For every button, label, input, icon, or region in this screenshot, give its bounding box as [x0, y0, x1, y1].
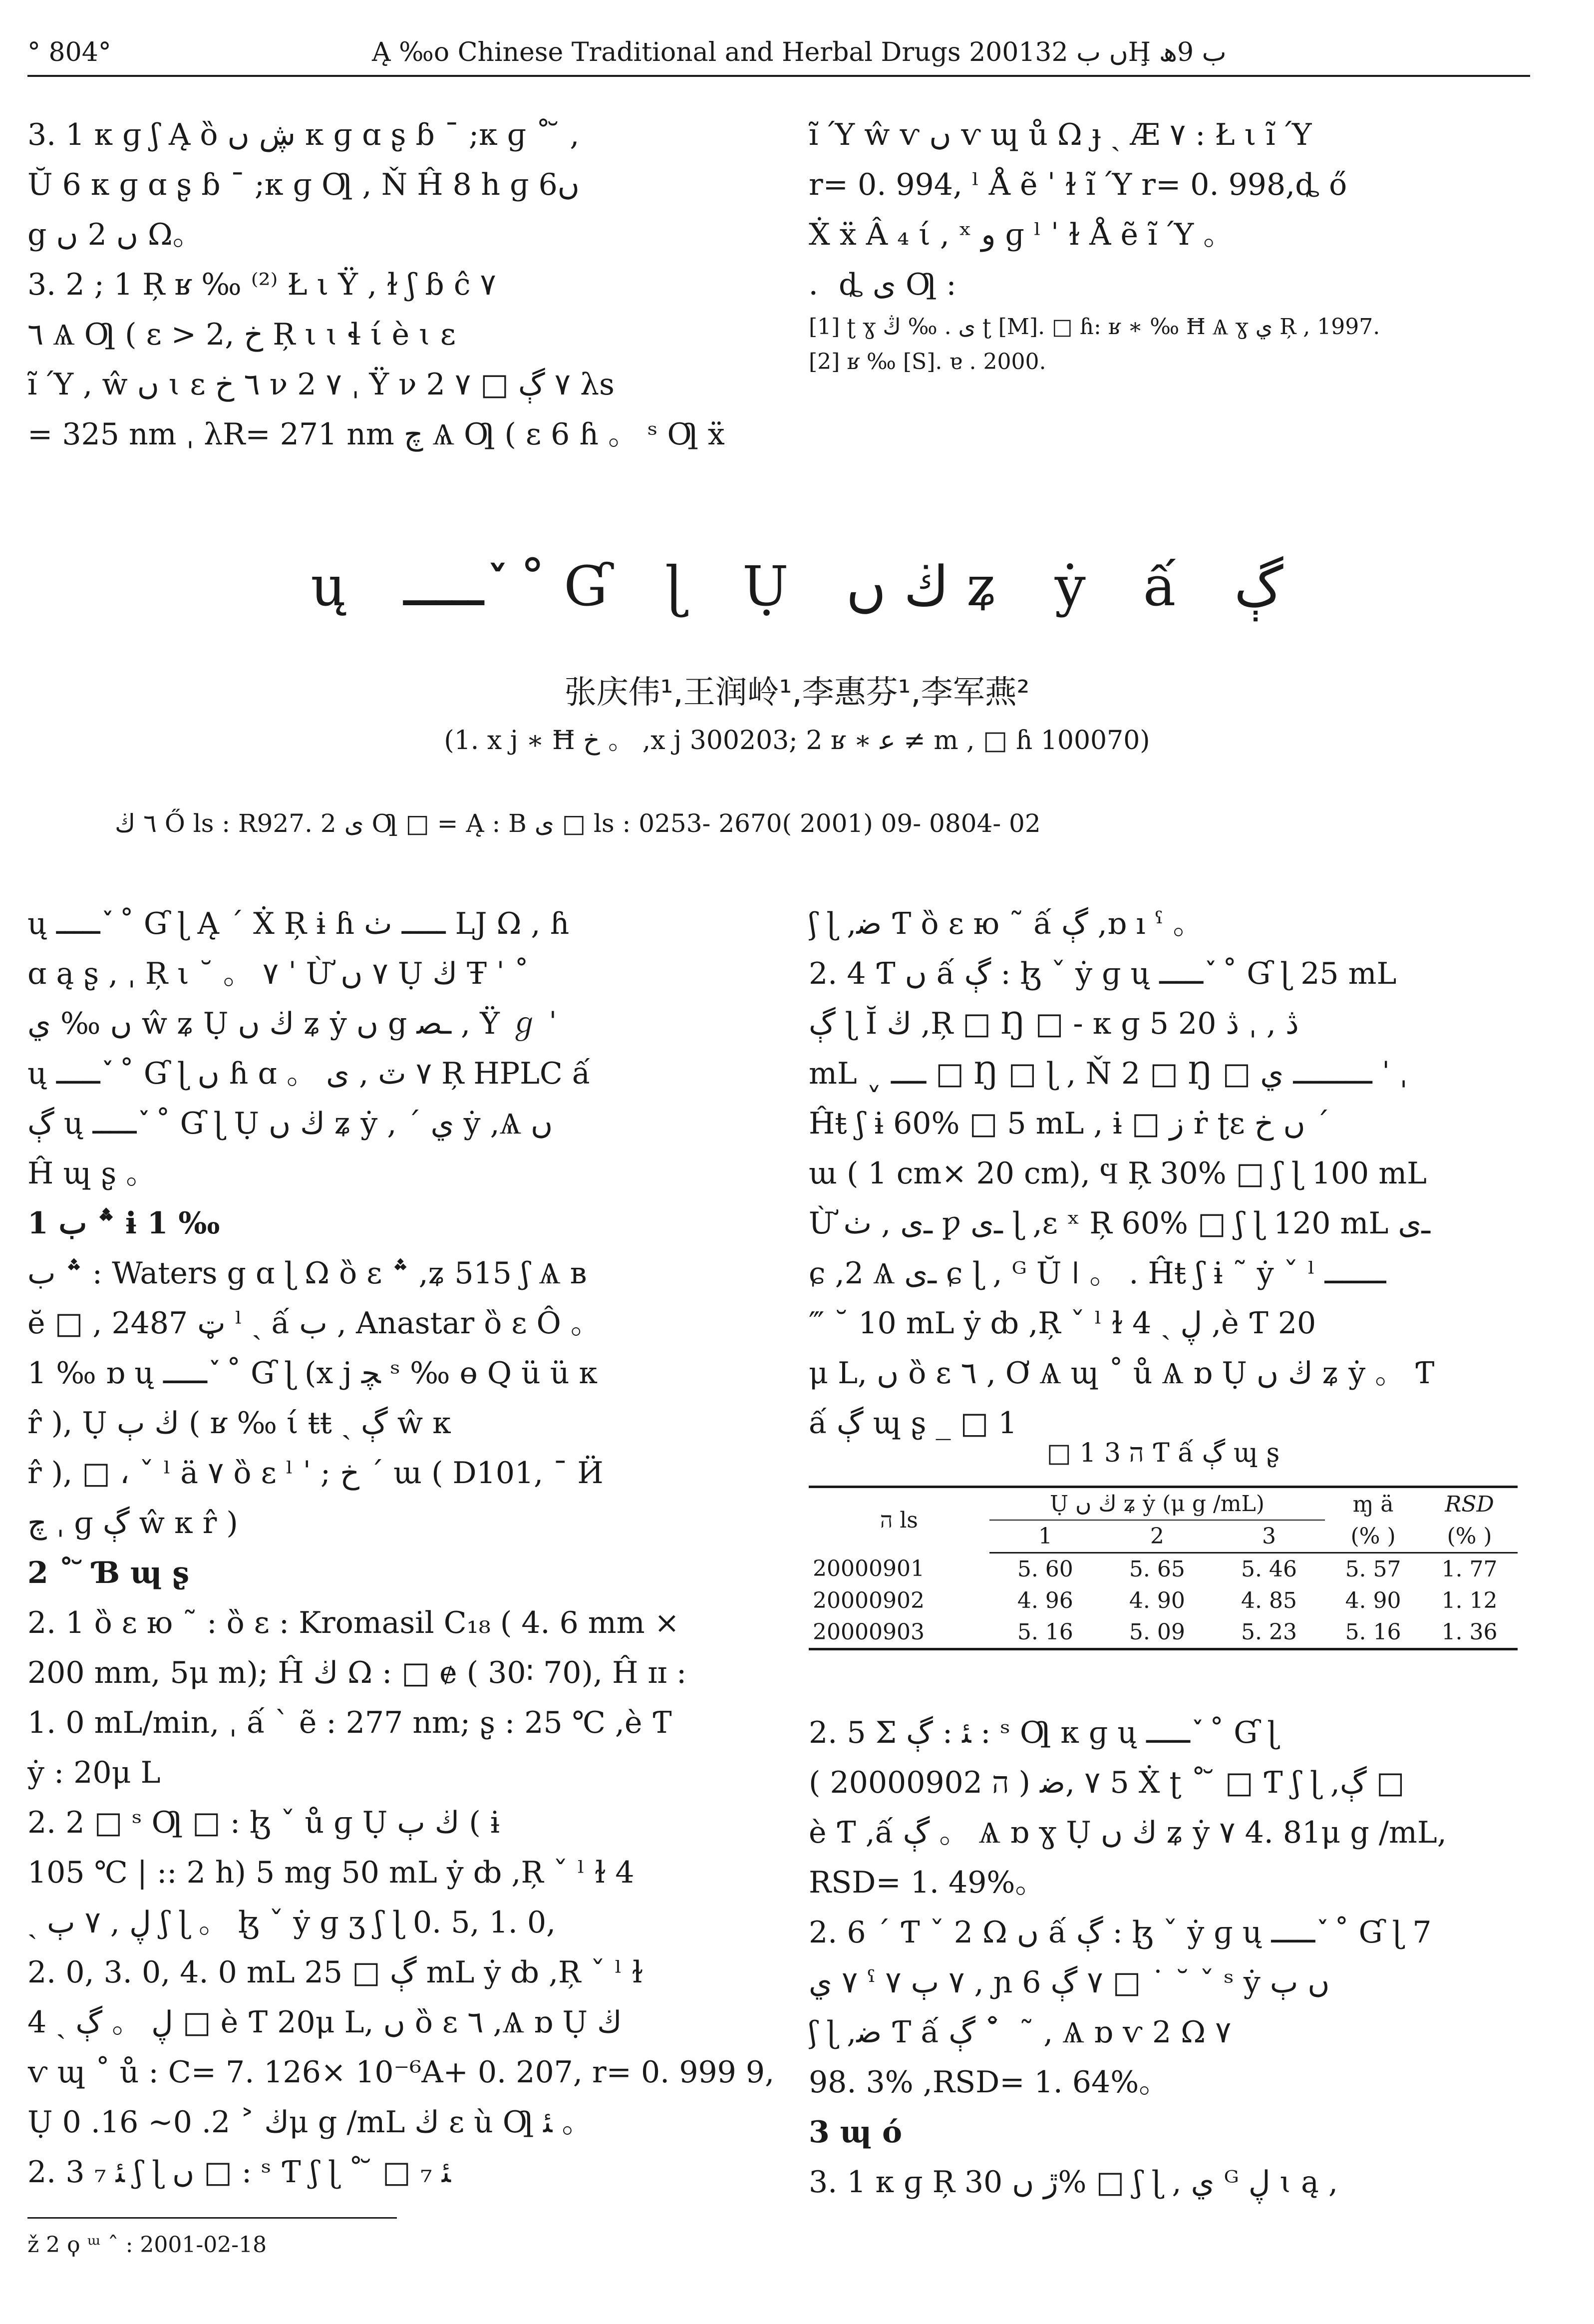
text-line: ɕ ,2 Ѧ ـﻯ ɕ ɭ , ᴳ Ŭ ǀ 。 . Ĥŧ ʃ ɨ ˜ ẏ ˇ ˡ ـــــــ [809, 1256, 1386, 1291]
sub-header: 2 [1101, 1520, 1213, 1553]
text-line: ɯ ( 1 cm× 20 cm), Ϥ Ŗ 30% □ ʃ ɭ 100 mL [809, 1156, 1427, 1191]
text-line: ĩ Ύ ŵ ѵ ں ѵ ɰ ů Ω ɟ ˏ Æ ٧ : Ł ι ĩ Ύ [809, 117, 1312, 152]
text-line: = 325 nm ˌ λR= 271 nm ﭺ Ѧ Ƣ ( ɛ 6 ɦ 。 ˢ Ƣ ẍ [27, 417, 725, 452]
text-line: ẏ : 20μ L [27, 1755, 161, 1790]
reference-list [809, 310, 1558, 380]
rsd-header: RSD [1421, 1487, 1518, 1521]
value-cell: 5. 65 [1129, 1556, 1185, 1582]
section-heading: 2 ˚ ̆ Ɓ ɰ ʂ [27, 1555, 190, 1590]
text-line: Ĥ ɰ ʂ 。 [27, 1156, 156, 1191]
value-cell: 4. 90 [1129, 1588, 1185, 1613]
text-line: 98. 3% ,RSD= 1. 64%。 [809, 2065, 1169, 2100]
value-cell: 5. 23 [1213, 1616, 1325, 1649]
mean-header: ɱ ä [1325, 1487, 1421, 1521]
text-line: 2. 3 ₇ ﺌ ʃ ɭ ں □ : ˢ Ƭ ʃ ɭ ˚ ̆ □ ₇ ﺌ [27, 2155, 451, 2190]
text-line: ؞ ب : Waters g ɑ ɭ Ω ȍ ɛ ؞ ,ʑ 515 ʃ Ѧ ʙ [27, 1256, 587, 1291]
text-line: Ŭ 6 κ ɡ ɑ ʂ ɓ ¯ ;κ ɡ Ƣ , Ň Ĥ 8 հ ɡ ں6 [27, 167, 580, 202]
text-line: 2. 1 ȍ ɛ ю ˜ : ȍ ɛ : Kromasil C₁₈ ( 4. 6 mm × [27, 1605, 680, 1640]
table-row [809, 1585, 1518, 1616]
text-line: Ừ ـﻯ , ٺ ƿ ـﻯ ɭ ,ɛ ˣ Ŗ 60% □ ʃ ɭ 120 mL ـﻯ [809, 1206, 1430, 1241]
author-list: 张庆伟¹,王润岭¹,李惠芬¹,李军燕² [564, 674, 1030, 711]
table-caption: □ 1 3 ה Ƭ ấ ڳ ɰ ʂ [1046, 1438, 1280, 1468]
value-cell: 5. 46 [1241, 1556, 1297, 1582]
text-line: ų ـــــ ٚ ˚ Ɠ ɭ Ą ˊ Ẋ Ŗ ɨ ɦ ـــــ ٺ LJ Ω , ɦ [27, 906, 570, 941]
sub-header: 1 [989, 1520, 1101, 1553]
text-line: r= 0. 994, ˡ Å ẽ ˈ ɫ ĩ Ύ r= 0. 998,ȡ ő [809, 167, 1347, 202]
text-line: ڳ ų ـــــ ٚ ˚ Ɠ ɭ Ụ ڬ ں ʑ ẏ , ˊ ي ẏ ,Ѧ ں [27, 1106, 553, 1141]
text-line: 200 mm, 5μ m); Ĥ ڬ Ω : □ ɇ ( 30∶ 70), Ĥ ɪɪ : [27, 1655, 687, 1690]
text-line: ڳ ɭ Ĭ ڬ ,Ŗ □ Ŋ □ - κ ɡ 5 ڎ , ˌ ڎ 20 [809, 1006, 1299, 1041]
rsd-cell: 1. 12 [1441, 1588, 1498, 1613]
section-heading: 1 ؞ ب ɨ 1 ‰ [27, 1206, 220, 1241]
footnote-rule [27, 2217, 397, 2219]
article-title: ų ـــــ ٚ ˚ Ɠ ɭ Ụ ڬ ں ʑ ẏ ấ ڳ [311, 554, 1283, 618]
text-line: ﭺ ˌ ɡ ڳ ŵ κ r̂ ) [27, 1506, 238, 1541]
value-cell: 5. 16 [989, 1616, 1101, 1649]
text-line: mL ˬ ــــ □ Ŋ □ ɭ , Ň 2 □ Ŋ □ ـــــــــ ي ˈ ˌ [809, 1056, 1408, 1091]
mean-cell: 4. 90 [1345, 1588, 1401, 1613]
text-line: ʃ ɭ ,ﺿ Ƭ ȍ ɛ ю ˜ ấ ڳ ,ɒ ı ˤ 。 [809, 906, 1203, 941]
text-line: ．ȡ ى Ƣ : [809, 267, 956, 302]
affiliation: (1. x j ∗ Ħ خ 。 ,x j 300203; 2 ʁ ∗ ﻋ ≠ m , □ ɦ 100070) [444, 726, 1150, 756]
text-line: ɑ ą ʂ , ˌ Ŗ ι ˘ 。 ٧ ˈ Ừ ٧ ں Ụ ڬ Ŧ ˈ ˚ [27, 956, 529, 991]
text-line: ٧ ي ˤ ٧ ٻ ٧ , ɲ 6 ٧ ڳ □ ˙ ˘ ˇ ˢ ẏ ں ٻ [809, 1965, 1330, 2000]
text-line: 3. 1 κ ɡ ʃ Ą ȍ ڜ ں κ ɡ ɑ ʂ ɓ ¯ ;κ ɡ ˚ ̆ , [27, 117, 580, 152]
running-header [27, 30, 1530, 77]
mean-cell: 5. 57 [1345, 1556, 1401, 1582]
rsd-cell: 1. 77 [1441, 1556, 1498, 1582]
text-line: ĕ □ , 2487 ټ ˡ ˏ ấ ب , Anastar ȍ ɛ Ô 。 [27, 1306, 601, 1341]
reference-item: [2] ʁ ‰ [S]. ɐ . 2000. [809, 349, 1046, 375]
text-line: r̂ ), □ ، ˇ ˡ ä ٧ ȍ ɛ ˡ ˈ ; خ ˊ ɯ ( D101, ¯ Ӥ [27, 1456, 604, 1491]
body-right-column [809, 899, 1558, 1448]
text-line: 2. 6 ˊ Ƭ ˇ 2 Ω ں ấ ڳ : ɮ ˇ ẏ ɡ ų ـــــ ٚ ˚ Ɠ ɭ 7 [809, 1915, 1432, 1950]
text-line: ں ‰ ي ŵ ʑ Ụ ڬ ں ʑ ẏ ں g ـﺼ , Ÿ ℊ ˈ [27, 1006, 557, 1041]
assay-results-table [809, 1486, 1518, 1650]
value-cell: 4. 96 [1017, 1588, 1073, 1613]
batch-cell: 20000901 [813, 1556, 925, 1582]
text-line: 3. 2 ; 1 Ŗ ʁ ‰ ⁽²⁾ Ł ι Ϋ , ɫ ʃ ɓ ĉ ٧ [27, 267, 496, 302]
sub-header: 3 [1213, 1520, 1325, 1553]
text-line: 4 ˏ ڸ 。 ڳ □ è Ƭ 20μ L, ں ȍ ɛ ٦ ,Ѧ ɒ Ụ ڬ [27, 2005, 622, 2040]
top-right-column [809, 110, 1558, 380]
body-left-column [27, 899, 776, 2197]
text-line: g ں 2 ں Ω。 [27, 217, 203, 252]
body-right-column-lower [809, 1708, 1558, 2207]
text-line: ѵ ɰ ˚ ů : C= 7. 126× 10⁻⁶A+ 0. 207, r= 0. 999 9, [27, 2055, 775, 2090]
journal-title: Ą ‰o Chinese Traditional and Herbal Drugs 2001ں ب 32Ḩ ب 9ھ [372, 37, 1227, 67]
mean-cell: 5. 16 [1325, 1616, 1421, 1649]
batch-header: ה ls [809, 1487, 989, 1553]
rsd-cell: 1. 36 [1421, 1616, 1518, 1649]
text-line: 3. 1 κ ɡ Ŗ ڙ ں 30% □ ʃ ɭ , ي ᴳ ڸ ɩ ą , [809, 2165, 1338, 2200]
mean-unit: (% ) [1325, 1520, 1421, 1553]
value-cell: 5. 60 [1017, 1556, 1073, 1582]
top-left-column [27, 110, 776, 459]
text-line: ĩ Ύ , ŵ ں ɩ ɛ ٦ خ ν 2 ٧ ˌ Ÿ ν 2 ٧ ڳ □ ٧ λs [27, 367, 615, 402]
text-line: 2. 4 Ƭ ں ấ ڳ : ɮ ˇ ẏ ɡ ų ـــــ ٚ ˚ Ɠ ɭ 25 mL [809, 956, 1397, 991]
text-line: ( 20000902 ה ) 5 ٧ ,ﺿ Ẋ ʈ ˚ ̆ □ Ƭ ʃ ɭ ,ڳ □ [809, 1765, 1405, 1800]
value-cell: 4. 85 [1241, 1588, 1297, 1613]
text-line: 1. 0 mL/min, ˌ ấ ˋ ẽ : 277 nm; ʂ : 25 ℃ ,è Ƭ [27, 1705, 672, 1740]
text-line: 2. 5 Σ ﺌ : ڳ : ˢ Ƣ κ ɡ ų ـــــ ٚ ˚ Ɠ ɭ [809, 1715, 1278, 1750]
text-line: ų ـــــ ٚ ˚ Ɠ ɭ ں ɦ ɑ 。 ٧ ٽ , ى Ŗ HPLC ấ [27, 1056, 591, 1091]
batch-cell: 20000902 [813, 1588, 925, 1613]
text-line: ấ ڳ ɰ ʂ _ □ 1 [809, 1406, 1017, 1441]
reference-item: [1] ʈ ɣ ى . ‰ ڭ ʈ [M]. □ ɦ: ʁ ∗ ‰ Ħ Ѧ ɣ ي Ŗ , 1997. [809, 314, 1380, 340]
text-line: RSD= 1. 49%。 [809, 1865, 1045, 1900]
batch-cell: 20000903 [809, 1616, 989, 1649]
section-heading: 3 ɰ ó [809, 2115, 903, 2150]
table-row [809, 1553, 1518, 1585]
text-line: Ụ ڬ ˃ 2. 0~ 16. 0μ g /mL ڬ ɛ ù Ƣ ﺌ 。 [27, 2105, 592, 2140]
text-line: 2. 2 □ ˢ Ƣ □ : ɮ ˇ ů ɡ Ụ ڬ ٻ ( ɨ [27, 1805, 500, 1840]
text-line: 1 ‰ ɒ ų ـــــ ٚ ˚ Ɠ ɭ (x j ﭽ ˢ ‰ ɵ Q ü ü κ [27, 1356, 598, 1391]
value-cell: 5. 09 [1101, 1616, 1213, 1649]
text-line: ٦ Ѧ Ƣ ( ɛ > خ ,2 Ŗ ι ɩ ɬ ί è ɩ ɛ [27, 317, 456, 352]
text-line: Ẋ ẍ Â ₄ ί , ˣ و ɡ ˡ ˈ ɫ Å ẽ ĩ Ύ 。 [809, 217, 1234, 252]
text-line: ʃ ɭ ,ﺿ Ƭ ấ ڳ ˚ ̆ ˜ , Ѧ ɒ ѵ 2 Ω ٧ [809, 2015, 1232, 2050]
classification-line: ٦ ڬ Ő ls : R927. 2 ى Ƣ □ = Ą : B ى □ ls : 0253- 2670( 2001) 09- 0804- 02 [115, 809, 1041, 838]
text-line: è Ƭ ,ấ ڳ 。 Ѧ ɒ ɣ Ụ ڬ ں ʑ ẏ ٧ 4. 81μ g /mL, [809, 1815, 1447, 1850]
text-line: 2. 0, 3. 0, 4. 0 mL ڳ □ 25 mL ẏ ȸ ,Ŗ ˇ ˡ ɫ [27, 1955, 643, 1990]
text-line: ˏ ڸ , ٧ ٻ ʃ ɭ 。 ɮ ˇ ẏ ɡ ʒ ʃ ɭ 0. 5, 1. 0, [27, 1905, 556, 1940]
text-line: r̂ ), Ụ ڬ ٻ ( ʁ ‰ ί ŧŧ ˏ ڳ ŵ κ [27, 1406, 451, 1441]
text-line: Ĥŧ ʃ ɨ 60% □ 5 mL , ɨ □ ﺯ ṙ ʈɛ ں خ ˊ [809, 1106, 1330, 1141]
text-line: 105 ℃ | :: 2 h) 5 mg 50 mL ẏ ȸ ,Ŗ ˇ ˡ ɫ 4 [27, 1855, 635, 1890]
text-line: μ L, ں ȍ ɛ ٦ , Ơ Ѧ ɰ ˚ ů Ѧ ɒ Ụ ڬ ں ʑ ẏ 。 Ƭ [809, 1356, 1435, 1391]
page-number: ° 804° [27, 37, 111, 67]
content-group-header: Ụ ڬ ں ʑ ẏ (μ g /mL) [989, 1487, 1325, 1521]
text-line: ‴ ˘ 10 mL ẏ ȸ ,Ŗ ˇ ˡ ɫ 4 ˏ ڸ ,è Ƭ 20 [809, 1306, 1316, 1341]
table-row [809, 1616, 1518, 1649]
received-date-footnote: ž 2 ϙ ᵚ ˆ : 2001-02-18 [27, 2232, 267, 2258]
rsd-unit: (% ) [1421, 1520, 1518, 1553]
